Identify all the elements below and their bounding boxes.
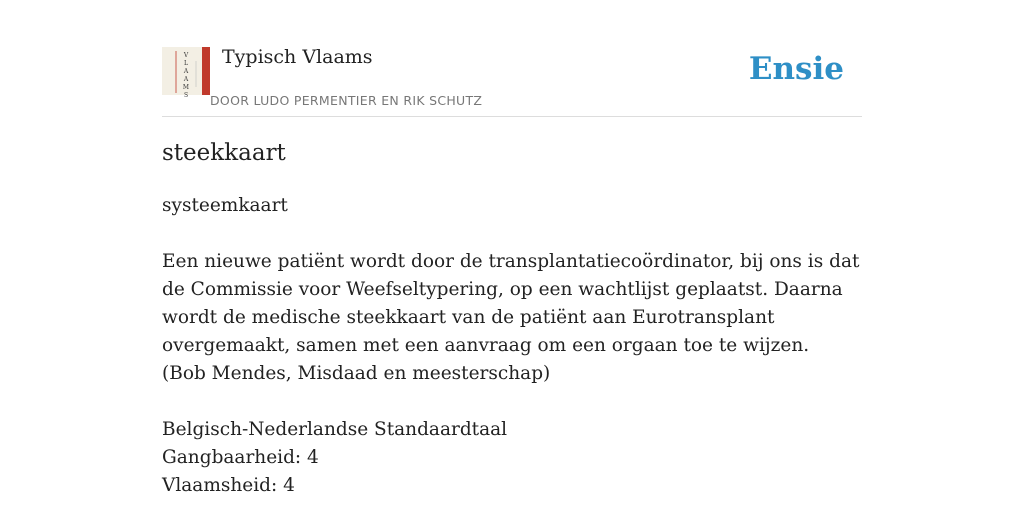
logo-letter: A bbox=[183, 76, 189, 83]
entry-synonym: systeemkaart bbox=[162, 195, 288, 216]
logo-letter: L bbox=[184, 60, 188, 67]
book-cover-icon bbox=[162, 47, 210, 99]
byline: DOOR LUDO PERMENTIER EN RIK SCHUTZ bbox=[210, 93, 483, 108]
logo-letter: A bbox=[183, 68, 189, 75]
entry-gangbaarheid: Gangbaarheid: 4 bbox=[162, 447, 319, 468]
entry-content bbox=[162, 192, 862, 500]
spacer bbox=[162, 220, 862, 248]
logo-letter: M bbox=[182, 84, 190, 91]
page bbox=[162, 0, 862, 512]
entry-vlaamsheid: Vlaamsheid: 4 bbox=[162, 475, 295, 496]
brand-logo[interactable]: Ensie bbox=[748, 51, 844, 87]
entry-example: Een nieuwe patiënt wordt door de transplantatiecoördinator, bij ons is dat de Commissie voor Weefseltypering, op een wachtlijst geplaatst. Daarna wordt de medische steekkaart van de patiënt aan Eurotransplant overgemaakt, samen met een aanvraag om een orgaan toe te wijzen. bbox=[162, 251, 860, 356]
header bbox=[162, 0, 862, 117]
site-title[interactable]: Typisch Vlaams bbox=[222, 46, 373, 68]
entry-language: Belgisch-Nederlandse Standaardtaal bbox=[162, 419, 508, 440]
entry-title: steekkaart bbox=[162, 140, 286, 166]
entry-source: (Bob Mendes, Misdaad en meesterschap) bbox=[162, 363, 551, 384]
spacer bbox=[162, 388, 862, 416]
logo-letter: V bbox=[183, 52, 189, 59]
logo-letter: S bbox=[183, 92, 189, 99]
avatar[interactable] bbox=[162, 47, 210, 99]
